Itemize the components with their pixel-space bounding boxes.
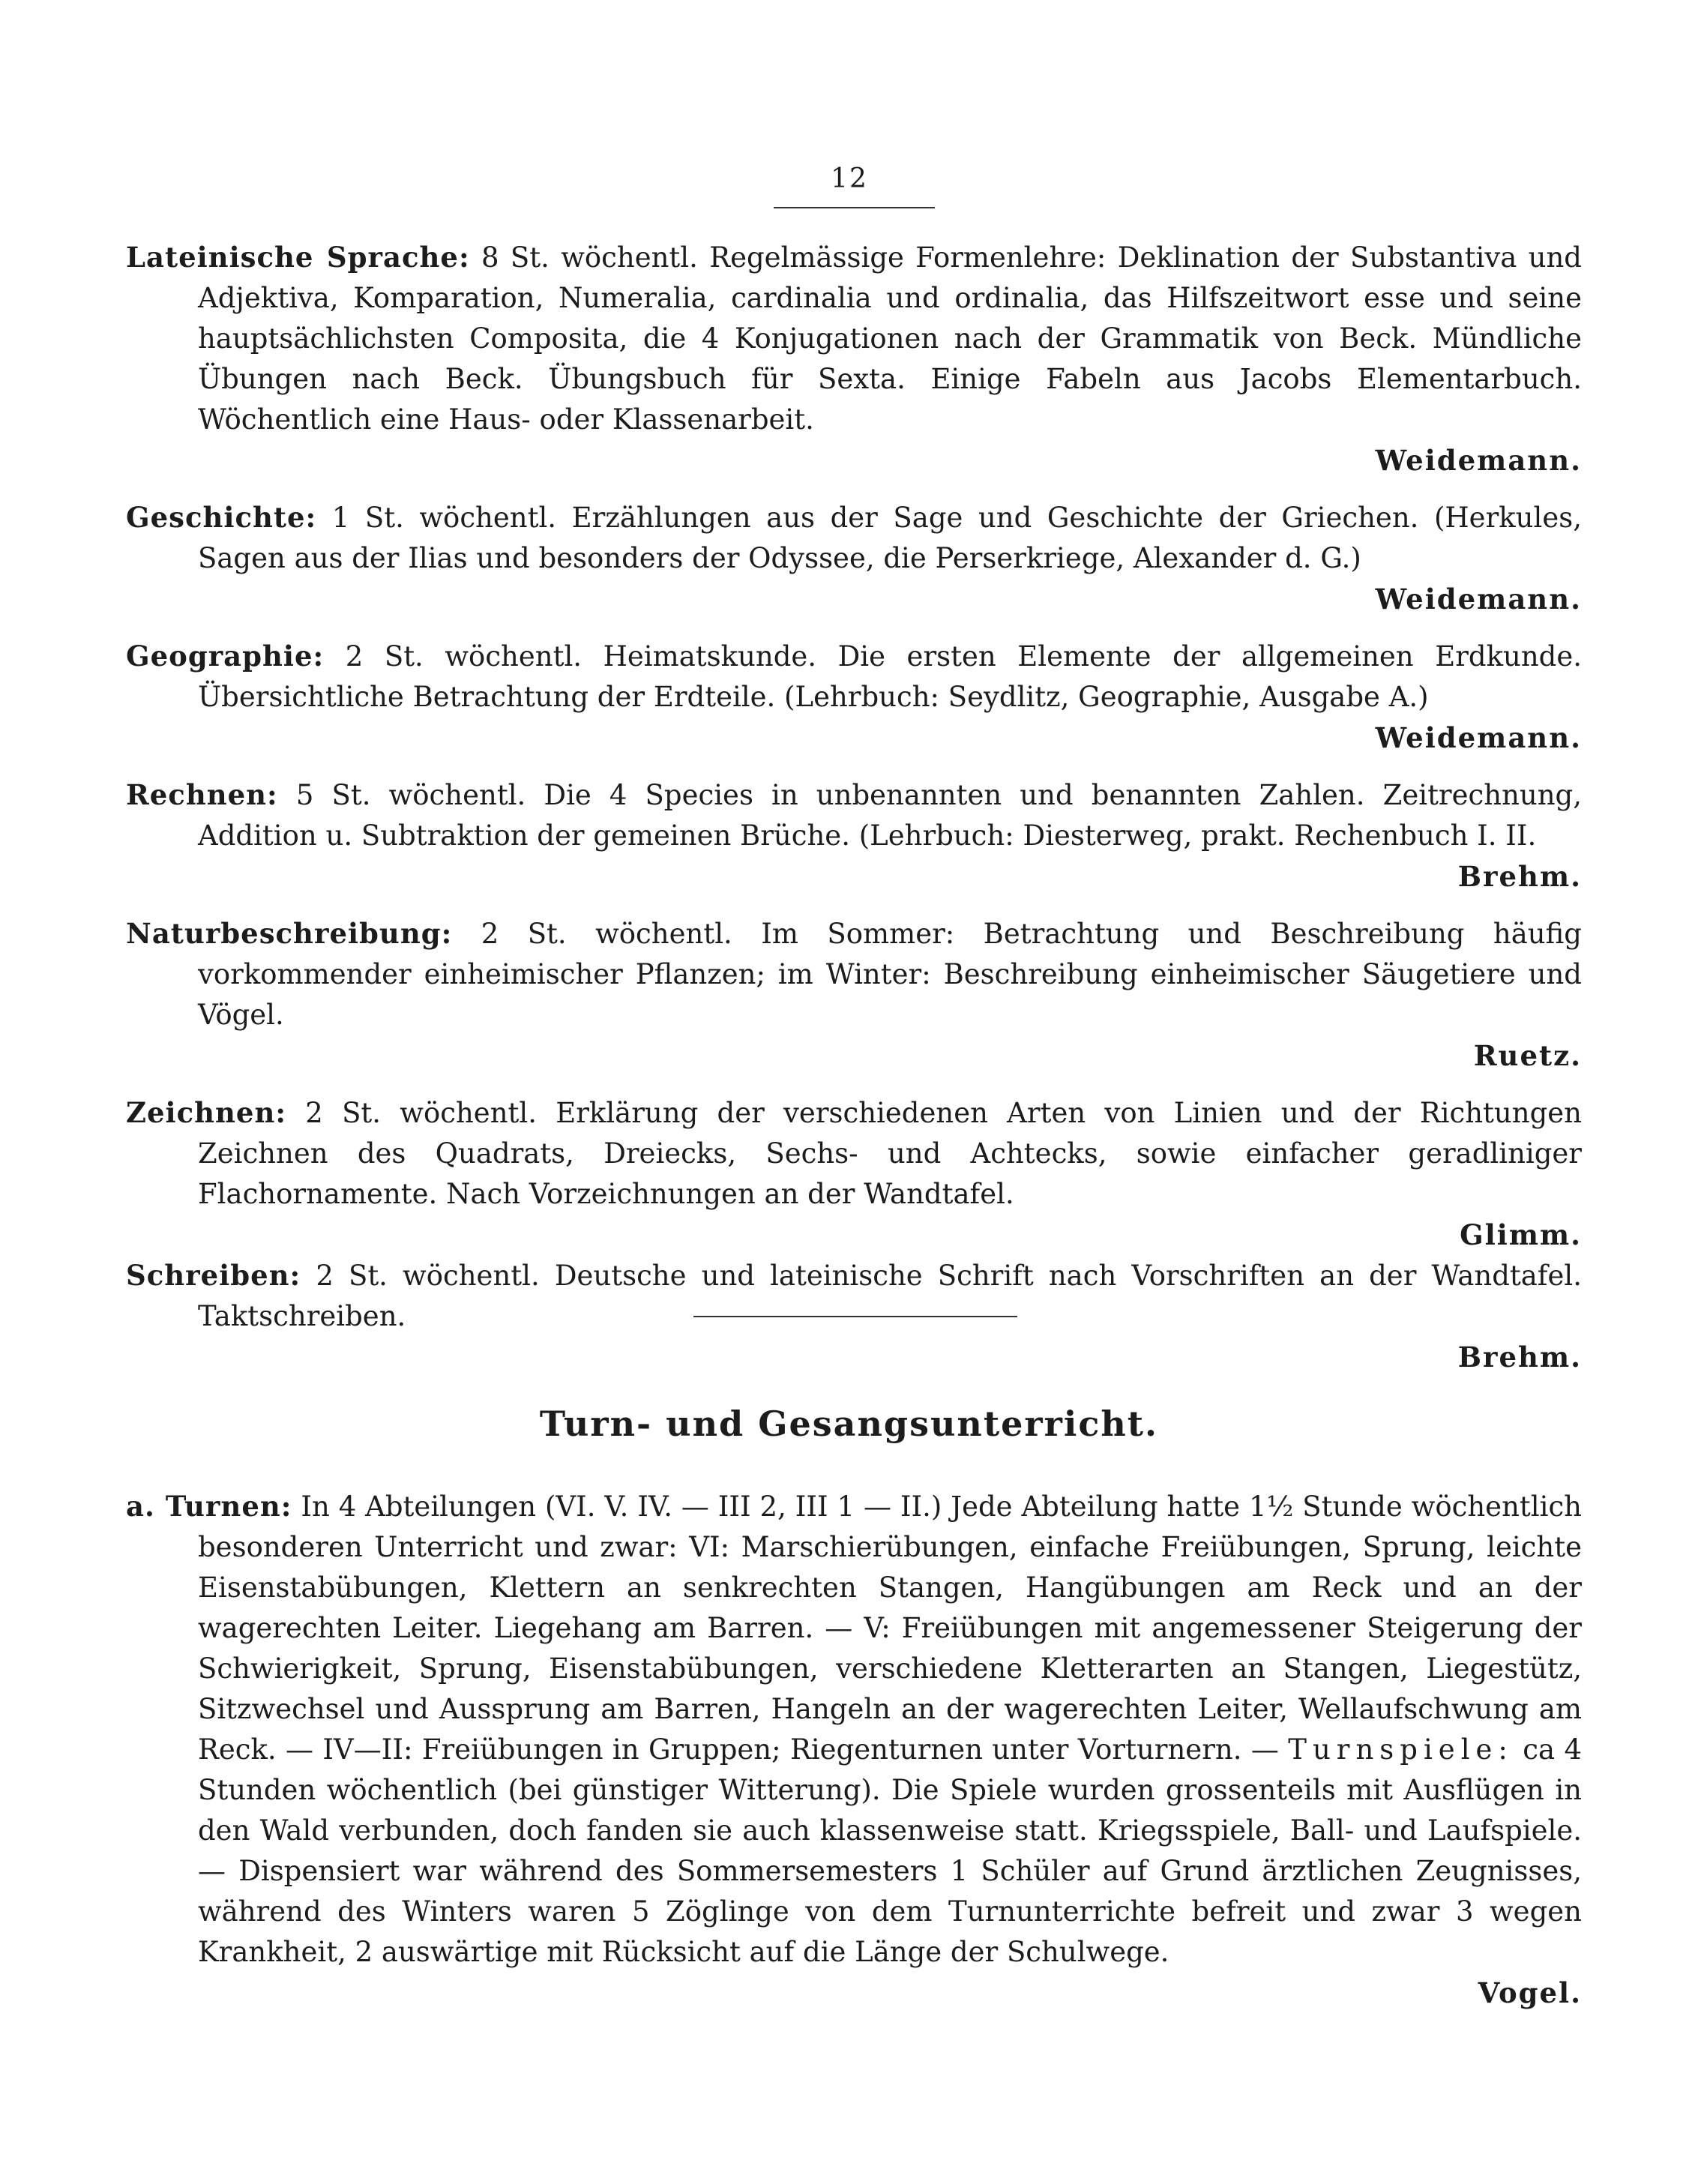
turnen-label: a. Turnen: (126, 1490, 292, 1523)
teacher-name: Weidemann. (1375, 444, 1582, 477)
entry-text: 2 St. wöchentl. Heimatskunde. Die ersten Elemente der allgemeinen Erdkunde. Übersichtliche Betrachtung der Erdteile. (Lehrbuch: Seydlitz, Geographie, Ausgabe A.) (198, 640, 1582, 713)
teacher-name: Weidemann. (1375, 721, 1582, 754)
teacher-name: Brehm. (1457, 860, 1582, 893)
entry-naturbeschreibung (126, 913, 1582, 1035)
subject-label: Geschichte: (126, 501, 317, 534)
turnen-text: In 4 Abteilungen (VI. V. IV. — III 2, III 1 — II.) Jede Abteilung hatte 1½ Stunde wöchentlich besonderen Unterricht und zwar: VI: Marschierübungen, einfache Freiübungen, Sprung, leichte Eisenstabübungen, Klettern an senkrechten Stangen, Hangübungen am Reck und an der wagerechten Leiter. Liegehang am Barren. — V: Freiübungen mit angemessener Steigerung der Schwierigkeit, Sprung, Eisenstabübungen, verschiedene Kletterarten an Stangen, Liegestütz, Sitzwechsel und Aussprung am Barren, Hangeln an der wagerechten Leiter, Wellaufschwung am Reck. — IV—II: Freiübungen in Gruppen; Riegenturnen unter Vorturnern. — (198, 1490, 1582, 1766)
header-rule (774, 207, 935, 208)
teacher-name: Vogel. (1478, 1976, 1582, 2009)
entry-geschichte (126, 497, 1582, 579)
section-heading: Turn- und Gesangsunterricht. (539, 1404, 1159, 1444)
subject-label: Geographie: (126, 640, 325, 673)
turnspiele-text: ca 4 Stunden wöchentlich (bei günstiger Witterung). Die Spiele wurden grossenteils mit Ausflügen in den Wald verbunden, doch fanden sie auch klassenweise statt. Kriegsspiele, Ball- und Laufspiele. — Dispensiert war während des Sommersemesters 1 Schüler auf Grund ärztlichen Zeugnisses, während des Winters waren 5 Zöglinge von dem Turnunterrichte befreit und zwar 3 wegen Krankheit, 2 auswärtige mit Rücksicht auf die Länge der Schulwege. (198, 1733, 1582, 1968)
entry-text: 5 St. wöchentl. Die 4 Species in unbenannten und benannten Zahlen. Zeitrechnung, Addition u. Subtraktion der gemeinen Brüche. (Lehrbuch: Diesterweg, prakt. Rechenbuch I. II. (198, 779, 1583, 852)
entry-text: 8 St. wöchentl. Regelmässige Formenlehre: Deklination der Substantiva und Adjektiva, Komparation, Numeralia, cardinalia und ordinalia, das Hilfszeitwort esse und seine hauptsächlichsten Composita, die 4 Konjugationen nach der Grammatik von Beck. Mündliche Übungen nach Beck. Übungsbuch für Sexta. Einige Fabeln aus Jacobs Elementarbuch. Wöchentlich eine Haus- oder Klassenarbeit. (198, 241, 1582, 436)
entry-text: 2 St. wöchentl. Im Sommer: Betrachtung und Beschreibung häufig vorkommender einheimischer Pflanzen; im Winter: Beschreibung einheimischer Säugetiere und Vögel. (198, 918, 1582, 1031)
teacher-name: Weidemann. (1375, 583, 1582, 616)
entry-latein (126, 237, 1582, 440)
subject-label: Zeichnen: (126, 1096, 287, 1129)
entry-turnen (126, 1486, 1582, 1973)
subject-label: Lateinische Sprache: (126, 241, 470, 274)
entry-text: 1 St. wöchentl. Erzählungen aus der Sage und Geschichte der Griechen. (Herkules, Sagen aus der Ilias und besonders der Odyssee, die Perserkriege, Alexander d. G.) (198, 502, 1582, 574)
subject-label: Rechnen: (126, 778, 278, 811)
entry-geographie (126, 636, 1582, 718)
teacher-name: Ruetz. (1473, 1039, 1582, 1072)
page-number: 12 (831, 163, 868, 194)
turnspiele-label: Turnspiele: (1288, 1733, 1514, 1766)
entry-text: 2 St. wöchentl. Erklärung der verschiedenen Arten von Linien und der Richtungen Zeichnen des Quadrats, Dreiecks, Sechs- und Achtecks, sowie einfacher geradliniger Flachornamente. Nach Vorzeichnungen an der Wandtafel. (198, 1097, 1582, 1210)
subject-label: Naturbeschreibung: (126, 917, 453, 950)
subject-label: Schreiben: (126, 1259, 301, 1292)
entry-text: 2 St. wöchentl. Deutsche und lateinische Schrift nach Vorschriften an der Wandtafel. Taktschreiben. (198, 1260, 1582, 1332)
teacher-name: Brehm. (1457, 1341, 1582, 1374)
entry-schreiben (126, 1255, 1582, 1337)
teacher-name: Glimm. (1460, 1218, 1582, 1251)
subject-list (126, 237, 1582, 1377)
turnen-section (126, 1486, 1582, 2013)
section-divider (693, 1316, 1017, 1317)
entry-zeichnen (126, 1092, 1582, 1215)
entry-rechnen (126, 774, 1582, 856)
